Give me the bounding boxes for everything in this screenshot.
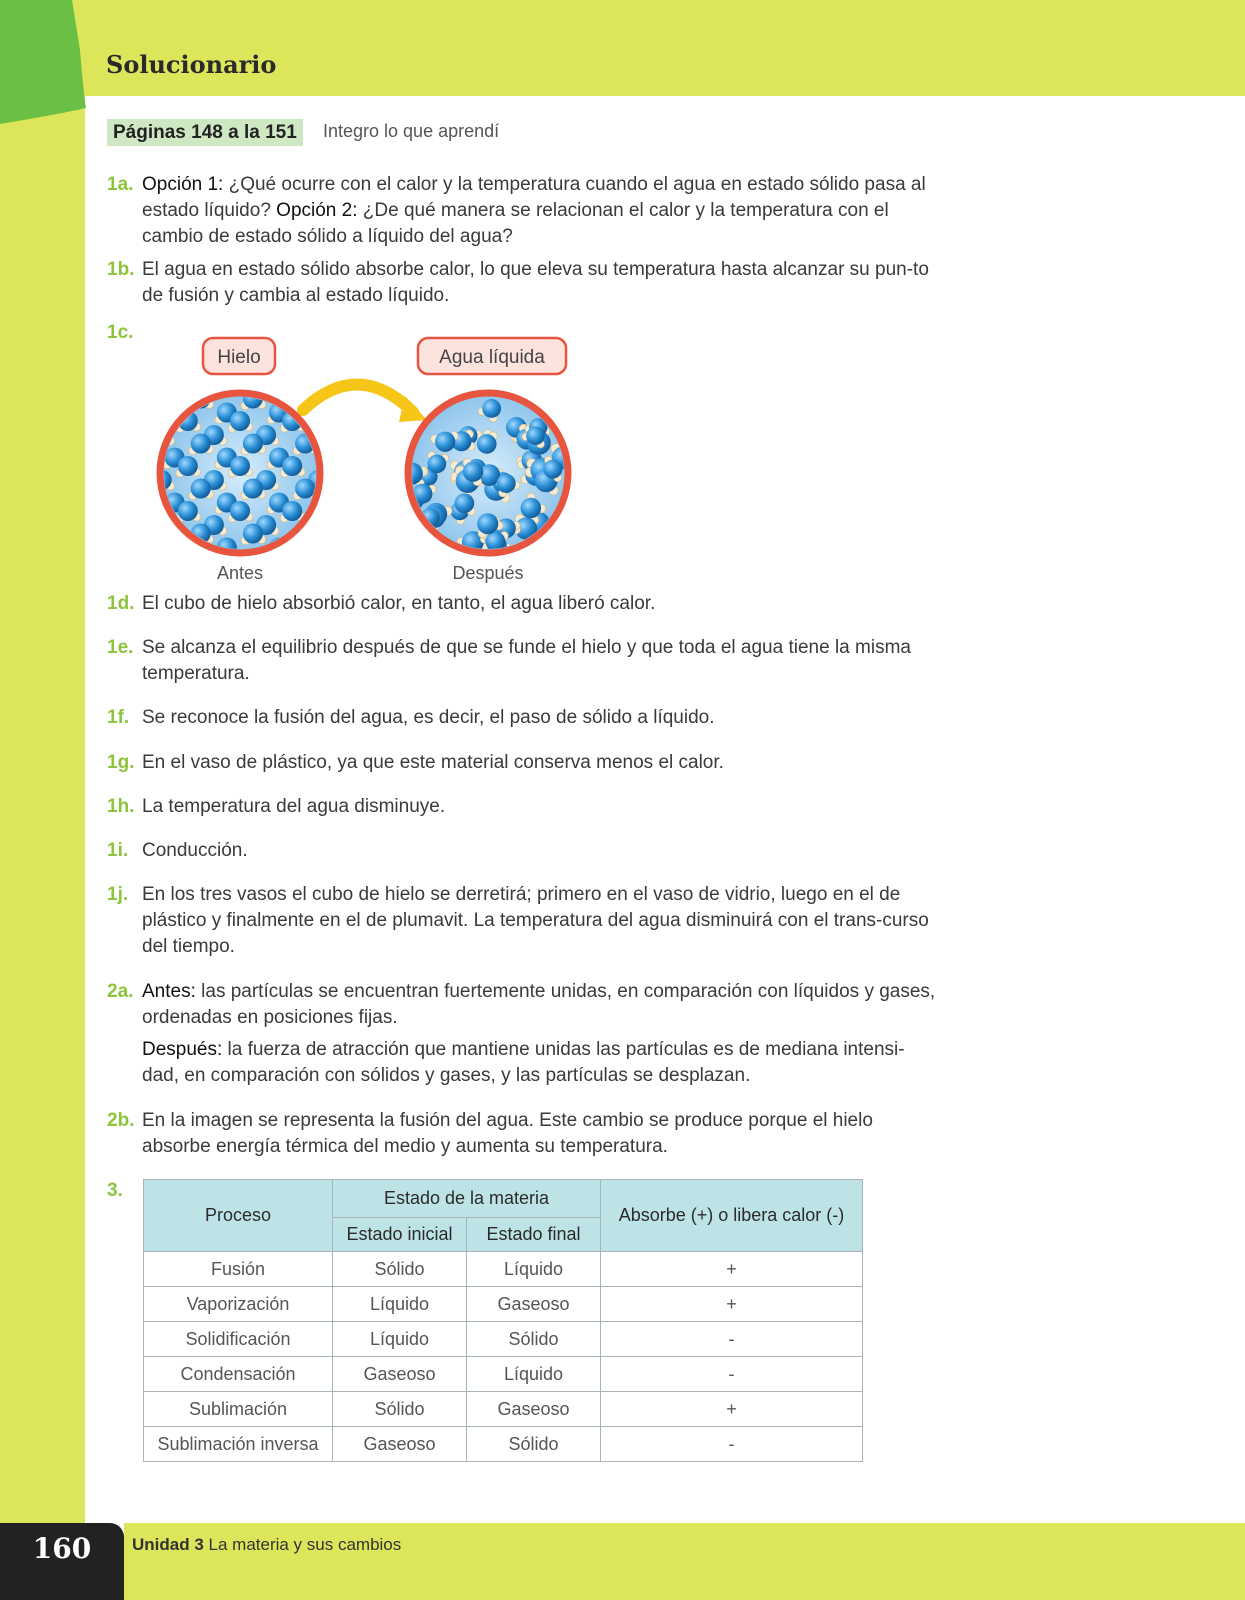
answer-number: 1f. [107,707,130,728]
table-row [144,1252,863,1287]
cell-inicial: Líquido [333,1287,467,1322]
antes-label: Antes: [142,981,196,1002]
cell-proceso: Vaporización [144,1287,333,1322]
answer-number: 2b. [107,1110,135,1131]
header-estado-final: Estado final [467,1218,601,1252]
oxygen-atom [243,524,263,544]
cell-calor: + [601,1252,863,1287]
answer-number: 1d. [107,593,135,614]
despues-text: la fuerza de atracción que mantiene unidas las partículas es de mediana intensi-dad, en comparación con sólidos y gases, y las partículas se desplazan. [142,1039,905,1086]
option-text: ¿Qué ocurre con el calor y la temperatura cuando el agua en estado sólido pasa al estado líquido? [142,174,926,221]
cell-proceso: Sublimación [144,1392,333,1427]
option-label: Opción 1: [142,174,224,195]
oxygen-atom [482,399,501,418]
cell-final: Líquido [467,1357,601,1392]
oxygen-atom [230,411,250,431]
cell-calor: - [601,1357,863,1392]
hydrogen-atom [150,483,158,491]
hydrogen-atom [323,482,331,490]
header-estado-inicial: Estado inicial [333,1218,467,1252]
hydrogen-atom [267,550,275,558]
oxygen-atom [543,460,562,479]
answer-number: 1e. [107,637,134,658]
option-label: Opción 2: [276,200,358,221]
answer-1a [107,172,937,250]
header-proceso: Proceso [144,1180,333,1252]
oxygen-atom [521,498,541,518]
table-row [144,1287,863,1322]
answer-1f [107,705,937,731]
footer-unit [132,1535,401,1555]
oxygen-atom [191,479,211,499]
cell-proceso: Solidificación [144,1322,333,1357]
cell-inicial: Gaseoso [333,1427,467,1462]
hydrogen-atom [402,501,410,509]
left-margin-band [0,0,85,1600]
answer-number: 1a. [107,174,134,195]
option-text: ¿De qué manera se relacionan el calor y la temperatura con el cambio de estado sólido a líquido del agua? [142,200,889,247]
caption-despues: Después [452,563,524,583]
unit-title: La materia y sus cambios [203,1535,402,1554]
cell-calor: - [601,1427,863,1462]
page-range-tag: Páginas 148 a la 151 [107,119,303,146]
table-row [144,1427,863,1462]
answer-text: En la imagen se representa la fusión del agua. Este cambio se produce porque el hielo absorbe energía térmica del medio y aumenta su temperatura. [142,1110,873,1157]
answer-1h [107,794,937,820]
hydrogen-atom [310,535,318,543]
answer-1e [107,635,937,687]
oxygen-atom [282,501,302,521]
oxygen-atom [454,493,474,513]
answer-1j [107,882,937,960]
cell-final: Gaseoso [467,1287,601,1322]
page-title: Solucionario [106,50,277,79]
hydrogen-atom [163,415,171,423]
unit-label: Unidad 3 [132,1535,204,1554]
answer-number: 1g. [107,752,135,773]
cell-final: Líquido [467,1252,601,1287]
hydrogen-atom [150,438,158,446]
oxygen-atom [526,427,545,446]
answer-text: Se alcanza el equilibrio después de que se funde el hielo y que toda el agua tiene la misma temperatura. [142,637,911,684]
corner-tab-decoration [0,0,86,124]
table-row [144,1392,863,1427]
cell-proceso: Sublimación inversa [144,1427,333,1462]
cell-inicial: Líquido [333,1322,467,1357]
states-table [143,1179,863,1462]
answer-number: 2a. [107,981,134,1002]
cell-calor: + [601,1287,863,1322]
oxygen-atom [477,513,498,534]
oxygen-atom [230,456,250,476]
table-row [144,1357,863,1392]
cell-proceso: Condensación [144,1357,333,1392]
answer-text: Se reconoce la fusión del agua, es decir, el paso de sólido a líquido. [142,707,715,728]
hydrogen-atom [293,536,301,544]
cell-inicial: Gaseoso [333,1357,467,1392]
answer-number: 1j. [107,884,129,905]
section-subtitle: Integro lo que aprendí [323,121,500,141]
oxygen-atom [463,461,483,481]
header-estado-materia: Estado de la materia [333,1180,601,1218]
oxygen-atom [497,474,516,493]
oxygen-atom [230,501,250,521]
answer-number: 1b. [107,259,135,280]
arrow-icon [303,384,413,412]
hydrogen-atom [323,437,331,445]
cell-final: Gaseoso [467,1392,601,1427]
cell-inicial: Sólido [333,1392,467,1427]
oxygen-atom [191,434,211,454]
oxygen-atom [178,456,198,476]
caption-antes: Antes [216,563,264,583]
label-agua-liquida: Agua líquida [439,347,545,368]
despues-label: Después: [142,1039,223,1060]
answer-text: Conducción. [142,840,248,861]
oxygen-atom [243,434,263,454]
ice-melting-diagram [143,330,583,585]
answer-text: En los tres vasos el cubo de hielo se derretirá; primero en el vaso de vidrio, luego en el de plástico y finalmente en el de plumavit. La temperatura del agua disminuirá con el trans-curso del tiempo. [142,884,929,957]
answer-2b [107,1108,937,1160]
answer-1i [107,838,937,864]
hydrogen-atom [396,472,405,481]
cell-inicial: Sólido [333,1252,467,1287]
cell-final: Sólido [467,1322,601,1357]
oxygen-atom [282,456,302,476]
page-number: 160 [0,1523,124,1600]
answer-1g [107,750,937,776]
header-calor: Absorbe (+) o libera calor (-) [601,1180,863,1252]
answer-2a [107,979,937,1089]
answer-number: 1i. [107,840,129,861]
answer-1b [107,257,937,309]
label-hielo: Hielo [217,347,261,368]
answer-1d [107,591,937,617]
oxygen-atom [178,501,198,521]
answer-text: En el vaso de plástico, ya que este material conserva menos el calor. [142,752,724,773]
oxygen-atom [428,455,447,474]
header-band [0,0,1245,96]
answer-text: El cubo de hielo absorbió calor, en tanto, el agua liberó calor. [142,593,656,614]
cell-calor: - [601,1322,863,1357]
answer-number: 1h. [107,796,135,817]
answer-number: 3. [107,1180,123,1201]
cell-calor: + [601,1392,863,1427]
cell-proceso: Fusión [144,1252,333,1287]
answer-text: El agua en estado sólido absorbe calor, lo que eleva su temperatura hasta alcanzar su pun-to de fusión y cambia al estado líquido. [142,259,929,306]
hydrogen-atom [283,549,291,557]
antes-text: las partículas se encuentran fuertemente unidas, en comparación con líquidos y gases, ordenadas en posiciones fijas. [142,981,936,1028]
oxygen-atom [435,432,455,452]
table-row [144,1322,863,1357]
oxygen-atom [477,434,497,454]
answer-number: 1c. [107,322,134,343]
answer-text: La temperatura del agua disminuye. [142,796,446,817]
oxygen-atom [295,479,315,499]
cell-final: Sólido [467,1427,601,1462]
oxygen-atom [243,479,263,499]
